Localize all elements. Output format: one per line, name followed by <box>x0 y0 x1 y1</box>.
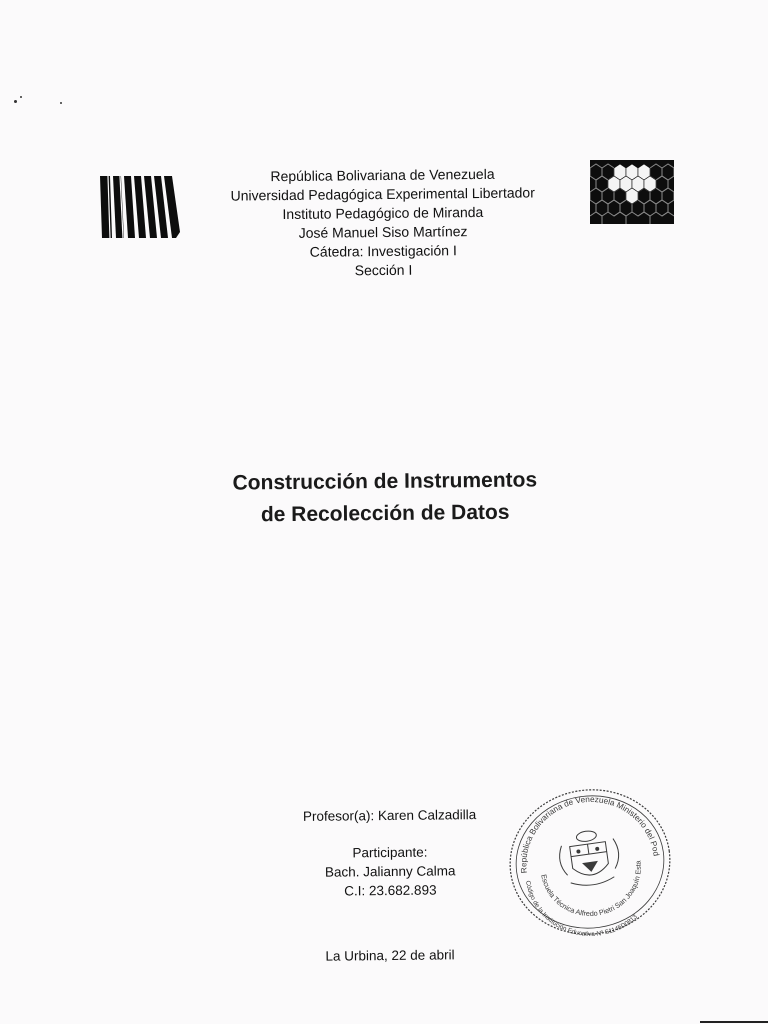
stamp-code-text: Código de la Institución Educativa Nº S1145D0813 <box>524 880 639 938</box>
upel-logo-icon <box>96 172 188 242</box>
place-date: La Urbina, 22 de abril <box>325 947 455 964</box>
professor-line: Profesor(a): Karen Calzadilla <box>302 807 477 824</box>
participant-name: Bach. Jalianny Calma <box>324 863 456 880</box>
stamp-inner-text: Escuela Técnica Alfredo Pietri San Joaquín Estado <box>539 860 643 918</box>
scan-speck <box>14 100 17 103</box>
header-line-section: Sección I <box>354 261 413 279</box>
header-line-campus: José Manuel Siso Martínez <box>298 223 468 241</box>
document-title <box>190 464 581 532</box>
author-info <box>270 805 511 902</box>
title-line-2: de Recolección de Datos <box>260 500 510 527</box>
participant-label: Participante: <box>352 844 428 861</box>
scan-speck <box>20 96 22 98</box>
header-line-institute: Instituto Pedagógico de Miranda <box>282 203 484 223</box>
header-line-country: República Bolivariana de Venezuela <box>270 165 495 185</box>
header-line-course: Cátedra: Investigación I <box>309 242 457 260</box>
participant-ci: C.I: 23.682.893 <box>344 882 437 899</box>
header-line-university: Universidad Pedagógica Experimental Libertador <box>230 184 535 204</box>
institution-stamp-icon <box>506 784 674 940</box>
scan-speck <box>60 102 62 104</box>
ipmjmsm-logo-icon <box>590 160 674 224</box>
scan-edge-mark <box>700 1021 768 1023</box>
stamp-outer-text: República Bolivariana de Venezuela Ministerio del Poder <box>519 794 661 874</box>
title-line-1: Construcción de Instrumentos <box>232 468 538 495</box>
institution-header <box>217 164 548 281</box>
